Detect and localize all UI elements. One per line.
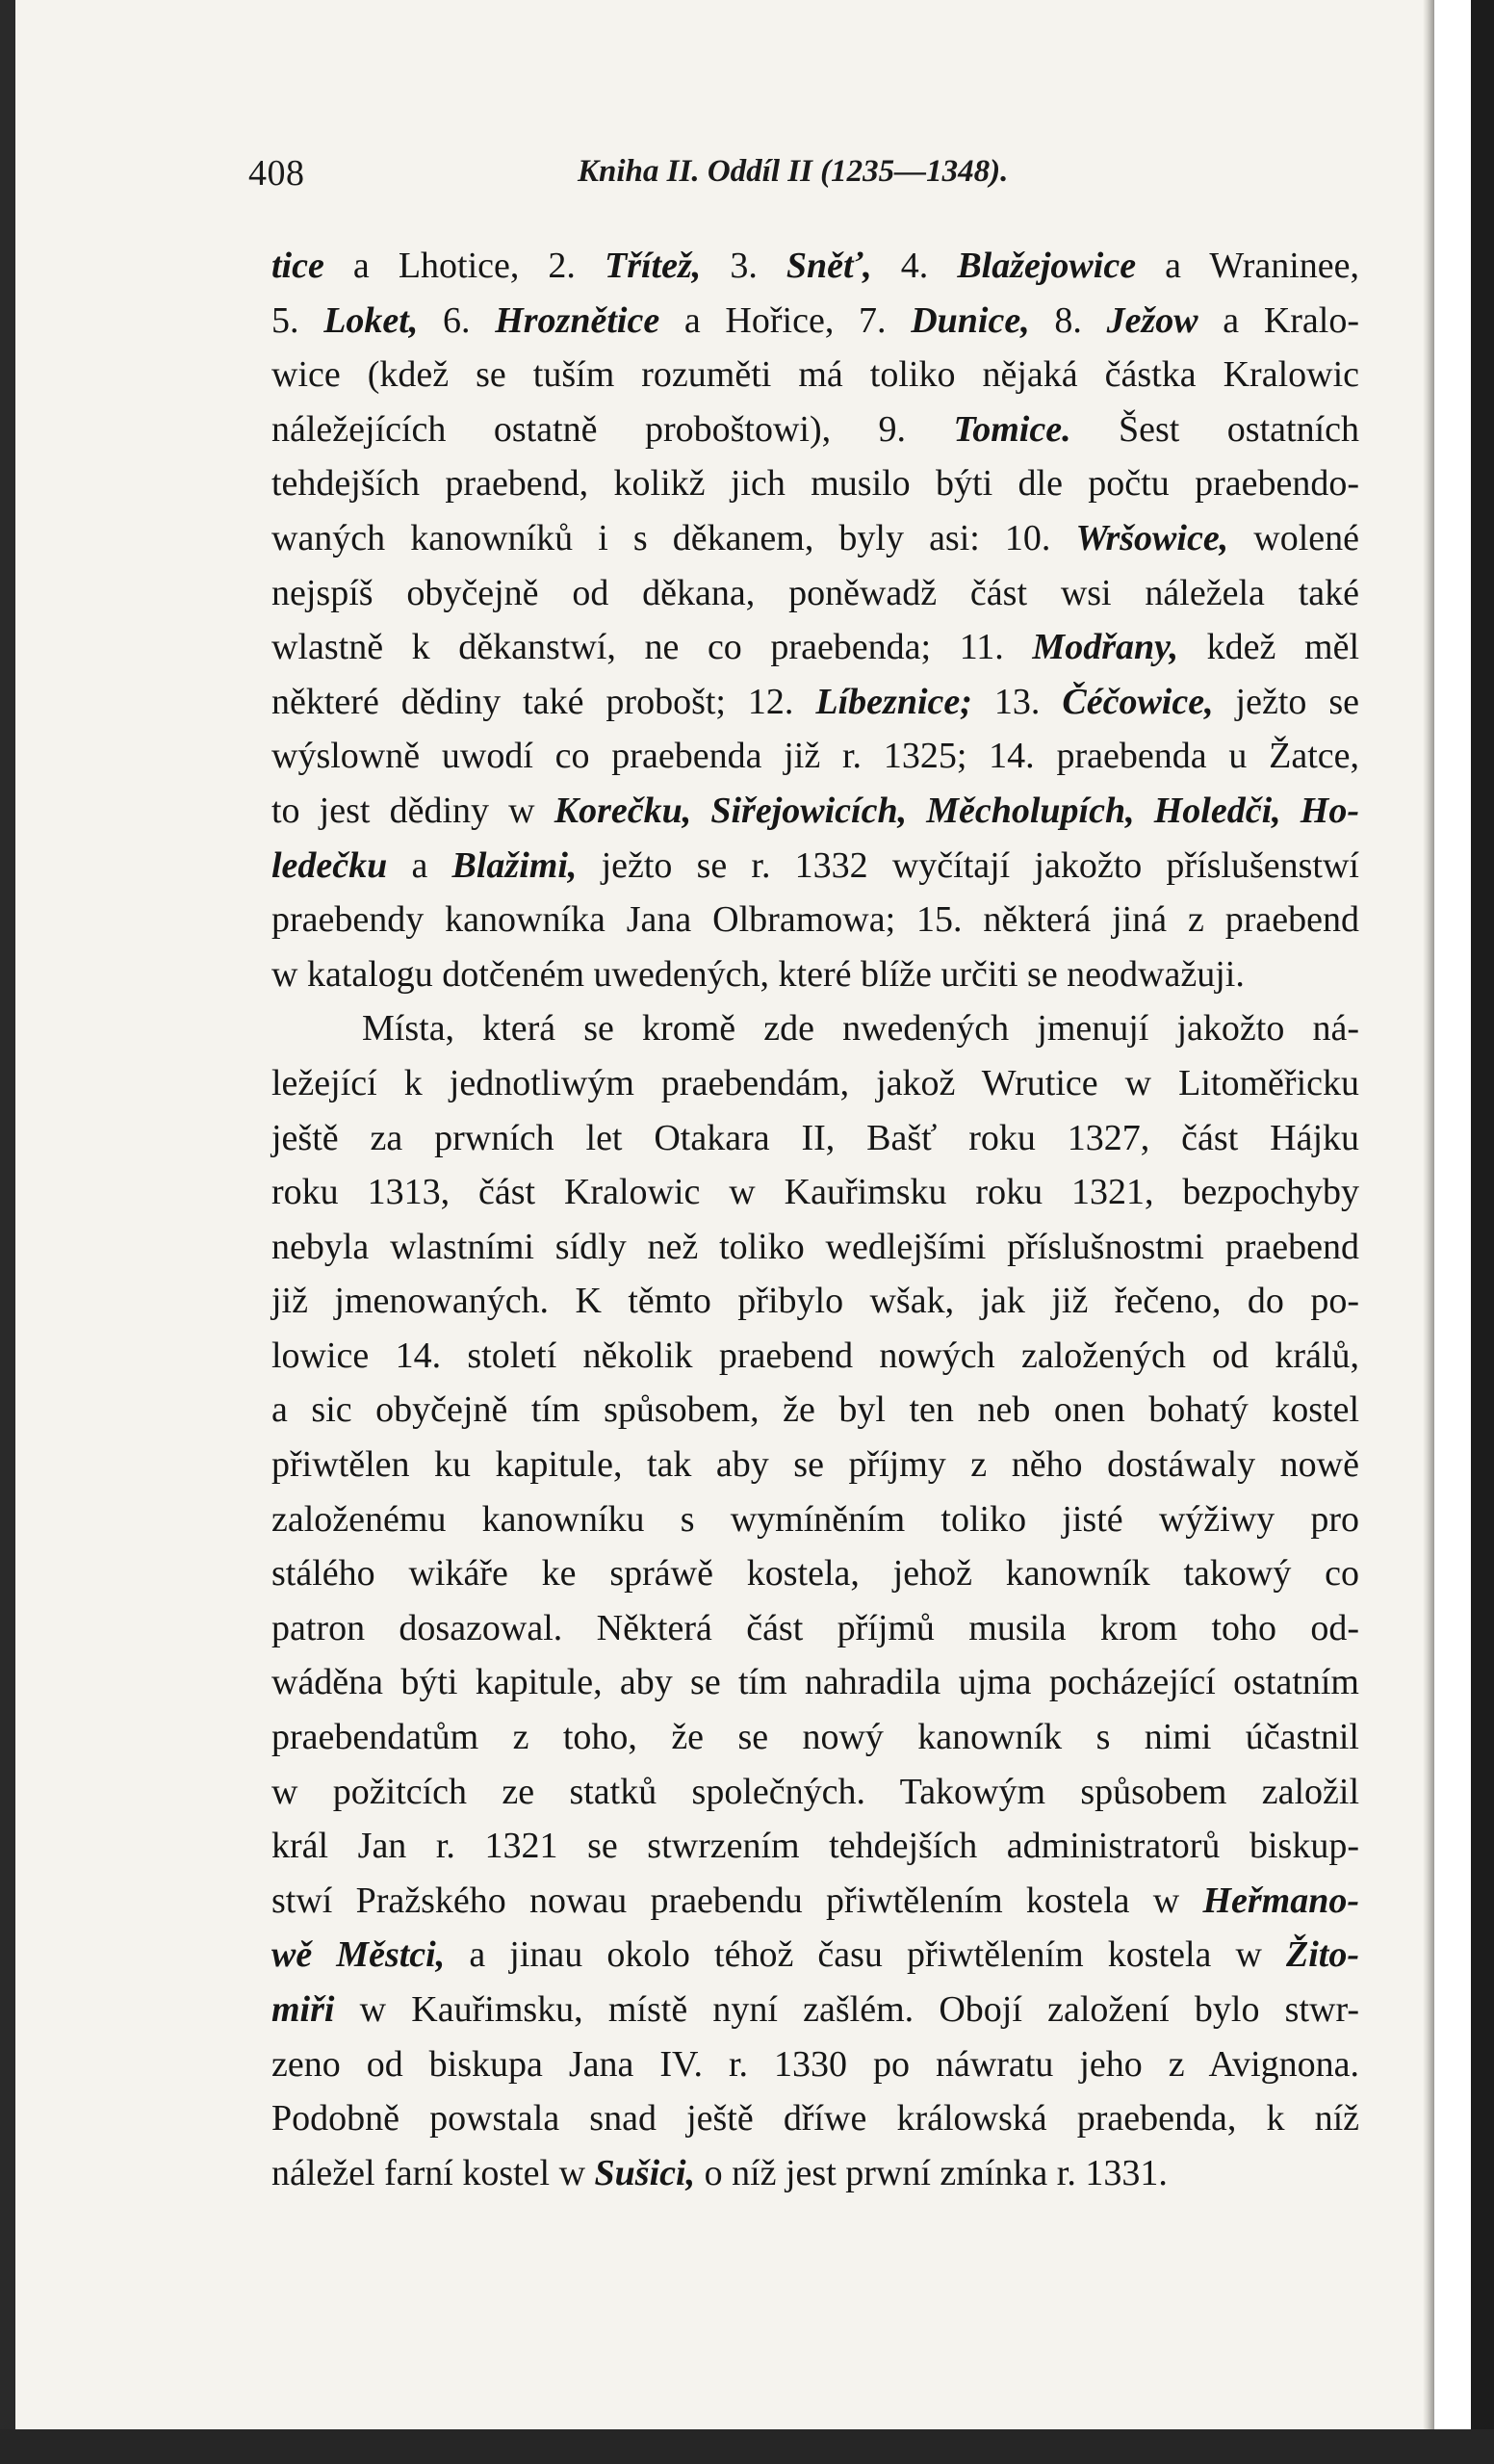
text-segment: a Kralo- — [1198, 299, 1359, 341]
text-line — [271, 1601, 1359, 1656]
text-line — [271, 2091, 1359, 2146]
text-segment: a sic obyčejně tím spůsobem, že byl ten neb onen bohatý kostel — [271, 1389, 1359, 1431]
italic-segment: Sněť, — [786, 246, 872, 286]
text-segment: wlastně k děkanstwí, ne co praebenda; 11. — [271, 627, 1033, 668]
text-segment: w Kauřimsku, místě nyní zašlém. Obojí založení bylo stwr- — [334, 1989, 1359, 2030]
text-line — [271, 1329, 1359, 1384]
text-segment: nejspíš obyčejně od děkana, poněwadž část wsi náležela také — [271, 572, 1359, 613]
text-segment: Šest ostatních — [1070, 408, 1360, 450]
italic-segment: ledečku — [271, 844, 388, 886]
text-line — [271, 1928, 1359, 1983]
italic-segment: Sušici, — [594, 2152, 696, 2193]
text-segment: náležejících ostatně proboštowi), 9. — [271, 408, 954, 450]
text-segment: ležející k jednotliwým praebendám, jakož Wrutice w Litoměřicku — [271, 1062, 1359, 1103]
text-segment: to jest dědiny w — [271, 790, 554, 831]
text-segment: a jinau okolo téhož času přiwtělením kostela w — [445, 1934, 1287, 1976]
italic-segment: Loket, — [323, 299, 419, 341]
text-segment: wáděna býti kapitule, aby se tím nahradila ujma pocházející ostatním — [271, 1662, 1359, 1703]
text-line — [271, 1819, 1359, 1874]
italic-segment: Modřany, — [1032, 627, 1179, 668]
italic-segment: Wršowice, — [1075, 517, 1229, 558]
text-line — [271, 2037, 1359, 2092]
text-line — [271, 1220, 1359, 1275]
text-line — [271, 893, 1359, 947]
text-line — [271, 239, 1359, 294]
italic-segment: Heřmano- — [1202, 1880, 1359, 1921]
text-segment: 6. — [418, 299, 496, 341]
italic-segment: wě Městci, — [271, 1934, 446, 1976]
text-line — [271, 1056, 1359, 1111]
text-segment: ježto se r. 1332 wyčítají jakožto příslušenstwí — [577, 844, 1359, 886]
scan-border-right — [1471, 0, 1494, 2464]
text-line — [271, 511, 1359, 566]
text-line — [271, 402, 1359, 457]
text-segment: Místa, která se kromě zde nwedených jmenují jakožto ná- — [362, 1008, 1359, 1050]
text-line — [271, 1165, 1359, 1220]
text-line — [271, 947, 1359, 1002]
text-segment: stálého wikáře ke spráwě kostela, jehož kanowník takowý co — [271, 1553, 1359, 1595]
italic-segment: Tomice. — [953, 408, 1071, 450]
text-segment: lowice 14. století několik praebend nowých založených od králů, — [271, 1335, 1359, 1376]
scan-border-left — [0, 0, 15, 2464]
text-segment: ježto se — [1213, 681, 1360, 722]
italic-segment: Blažimi, — [451, 844, 578, 886]
italic-segment: Hroznětice — [495, 299, 660, 341]
text-line — [271, 2146, 1359, 2201]
text-segment: wolené — [1228, 517, 1359, 558]
text-segment: ještě za prwních let Otakara II, Bašť roku 1327, část Hájku — [271, 1117, 1359, 1158]
text-segment: založenému kanowníku s wymíněním toliko jisté wýžiwy pro — [271, 1498, 1359, 1540]
italic-segment: Třítež, — [604, 246, 702, 286]
text-segment: zeno od biskupa Jana IV. r. 1330 po náwratu jeho z Avignona. — [271, 2043, 1359, 2085]
text-line — [271, 839, 1359, 894]
text-segment: a — [387, 844, 452, 886]
text-segment: w požitcích ze statků společných. Takowým spůsobem založil — [271, 1771, 1359, 1812]
italic-segment: Čéčowice, — [1062, 681, 1214, 722]
text-segment: přiwtělen ku kapitule, tak aby se příjmy z něho dostáwaly nowě — [271, 1444, 1359, 1486]
text-segment: 4. — [871, 246, 958, 286]
text-segment: nebyla wlastními sídly než toliko wedlejšími příslušnostmi praebend — [271, 1226, 1359, 1267]
text-line — [271, 1710, 1359, 1765]
text-line — [271, 675, 1359, 730]
italic-segment: Líbeznice; — [815, 681, 972, 722]
body-text — [271, 239, 1359, 2200]
text-segment: náležel farní kostel w — [271, 2152, 595, 2193]
italic-segment: Dunice, — [911, 299, 1030, 341]
text-segment: praebendatům z toho, že se nowý kanowník s nimi účastnil — [271, 1717, 1359, 1758]
text-line — [271, 729, 1359, 784]
text-segment: a Wraninee, — [1136, 246, 1360, 286]
text-line — [271, 1438, 1359, 1492]
text-line — [271, 1874, 1359, 1929]
text-segment: již jmenowaných. K těmto přibylo wšak, jak již řečeno, do po- — [271, 1281, 1359, 1322]
italic-segment: tice — [271, 246, 324, 286]
text-line — [271, 1765, 1359, 1820]
text-segment: o níž jest prwní zmínka r. 1331. — [695, 2152, 1168, 2193]
text-line — [271, 456, 1359, 511]
text-line — [271, 1001, 1359, 1056]
text-segment: praebendy kanowníka Jana Olbramowa; 15. některá jiná z praebend — [271, 899, 1359, 941]
text-segment: tehdejších praebend, kolikž jich musilo býti dle počtu praebendo- — [271, 463, 1359, 505]
text-segment: 3. — [701, 246, 786, 286]
text-line — [271, 1111, 1359, 1166]
text-segment: 13. — [971, 681, 1063, 722]
text-segment: roku 1313, část Kralowic w Kauřimsku roku 1321, bezpochyby — [271, 1172, 1359, 1213]
text-segment: w katalogu dotčeném uwedených, které blíže určiti se neodwažuji. — [271, 953, 1245, 995]
text-segment: 5. — [271, 299, 324, 341]
text-line — [271, 1655, 1359, 1710]
text-segment: stwí Pražského nowau praebendu přiwtělením kostela w — [271, 1880, 1203, 1921]
text-segment: a Hořice, 7. — [659, 299, 912, 341]
text-segment: 8. — [1029, 299, 1107, 341]
text-line — [271, 784, 1359, 839]
text-segment: král Jan r. 1321 se stwrzením tehdejších administratorů biskup- — [271, 1826, 1359, 1867]
text-segment: wýslowně uwodí co praebenda již r. 1325; 14. praebenda u Žatce, — [271, 736, 1359, 777]
page-gutter-shadow — [1423, 0, 1434, 2429]
text-line — [271, 620, 1359, 675]
text-line — [271, 294, 1359, 349]
running-head: Kniha II. Oddíl II (1235—1348). — [578, 154, 1009, 189]
text-line — [271, 1983, 1359, 2037]
text-line — [271, 1492, 1359, 1547]
text-segment: a Lhotice, 2. — [323, 246, 605, 286]
text-line — [271, 566, 1359, 621]
italic-segment: Žito- — [1286, 1934, 1359, 1976]
text-line — [271, 1383, 1359, 1438]
page-number: 408 — [248, 153, 305, 194]
text-segment: Podobně powstala snad ještě dříwe králowská praebenda, k níž — [271, 2098, 1359, 2140]
italic-segment: Korečku, Siřejowicích, Měcholupích, Holedči, Ho- — [554, 790, 1359, 831]
italic-segment: Ježow — [1106, 299, 1198, 341]
text-line — [271, 1274, 1359, 1329]
italic-segment: miři — [271, 1989, 335, 2030]
italic-segment: Blažejowice — [957, 246, 1137, 286]
text-segment: waných kanowníků i s děkanem, byly asi: 10. — [271, 517, 1076, 558]
text-line — [271, 348, 1359, 402]
page-header — [248, 144, 1115, 202]
text-segment: patron dosazowal. Některá část příjmů musila krom toho od- — [271, 1607, 1359, 1648]
text-segment: wice (kdež se tuším rozuměti má toliko nějaká částka Kralowic — [271, 354, 1359, 396]
scan-border-bottom — [0, 2429, 1494, 2464]
text-segment: některé dědiny také probošt; 12. — [271, 681, 816, 722]
text-line — [271, 1546, 1359, 1601]
text-segment: kdež měl — [1178, 627, 1360, 668]
